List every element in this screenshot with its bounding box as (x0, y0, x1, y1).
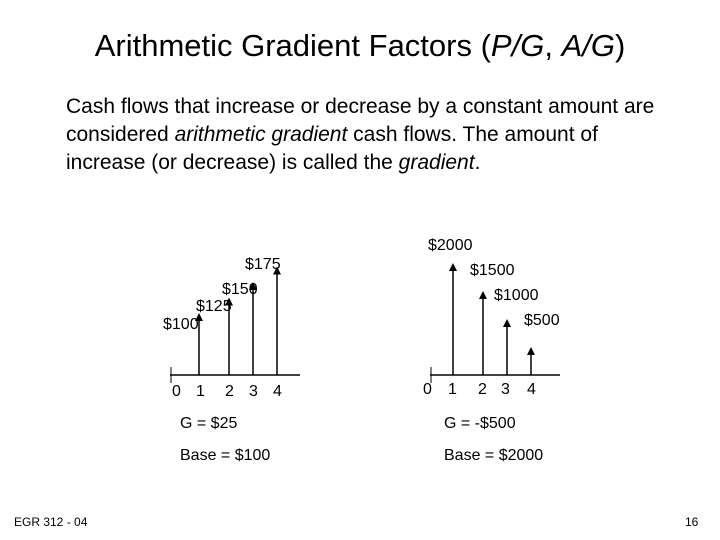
right-flow-arrow-head-2 (479, 291, 487, 299)
right-period-3: 3 (501, 381, 510, 398)
title-ag: A/G (561, 28, 615, 63)
body-part-2: cash flows. The amount of increase (or decrease) is called the (66, 123, 598, 174)
right-period-2: 2 (478, 381, 487, 398)
title-pg: P/G (490, 28, 545, 63)
footer-course: EGR 312 - 04 (14, 515, 88, 529)
body-part-1: Cash flows that increase or decrease by a constant amount are considered (66, 95, 655, 146)
footer-page-number: 16 (685, 515, 699, 529)
right-period-1: 1 (448, 381, 457, 398)
right-flow-arrow-head-1 (449, 263, 457, 271)
title-separator: , (544, 28, 562, 63)
left-gradient-label: G = $25 (180, 415, 238, 432)
right-flow-label-4: $500 (524, 312, 560, 329)
left-base-label: Base = $100 (180, 447, 271, 464)
right-flow-arrow-head-3 (503, 319, 511, 327)
left-flow-label-4: $175 (245, 256, 281, 273)
right-flow-label-2: $1500 (470, 262, 515, 279)
body-emphasis-1: arithmetic gradient (174, 123, 348, 146)
right-flow-label-3: $1000 (494, 287, 539, 304)
left-flow-label-1: $100 (163, 316, 199, 333)
left-period-4: 4 (273, 383, 282, 400)
right-base-label: Base = $2000 (444, 447, 544, 464)
left-period-2: 2 (225, 383, 234, 400)
body-part-3: . (474, 151, 481, 174)
body-emphasis-2: gradient (398, 151, 475, 174)
title-close: ) (614, 28, 626, 63)
right-period-4: 4 (527, 381, 536, 398)
left-flow-label-3: $150 (222, 281, 258, 298)
left-period-1: 1 (196, 383, 205, 400)
right-flow-label-1: $2000 (428, 237, 473, 254)
right-flow-arrow-head-4 (527, 347, 535, 355)
left-period-3: 3 (249, 383, 258, 400)
left-flow-label-2: $125 (196, 298, 232, 315)
left-period-0: 0 (172, 383, 181, 400)
right-period-0: 0 (423, 381, 432, 398)
right-gradient-label: G = -$500 (444, 415, 516, 432)
title-text: Arithmetic Gradient Factors ( (94, 28, 491, 63)
